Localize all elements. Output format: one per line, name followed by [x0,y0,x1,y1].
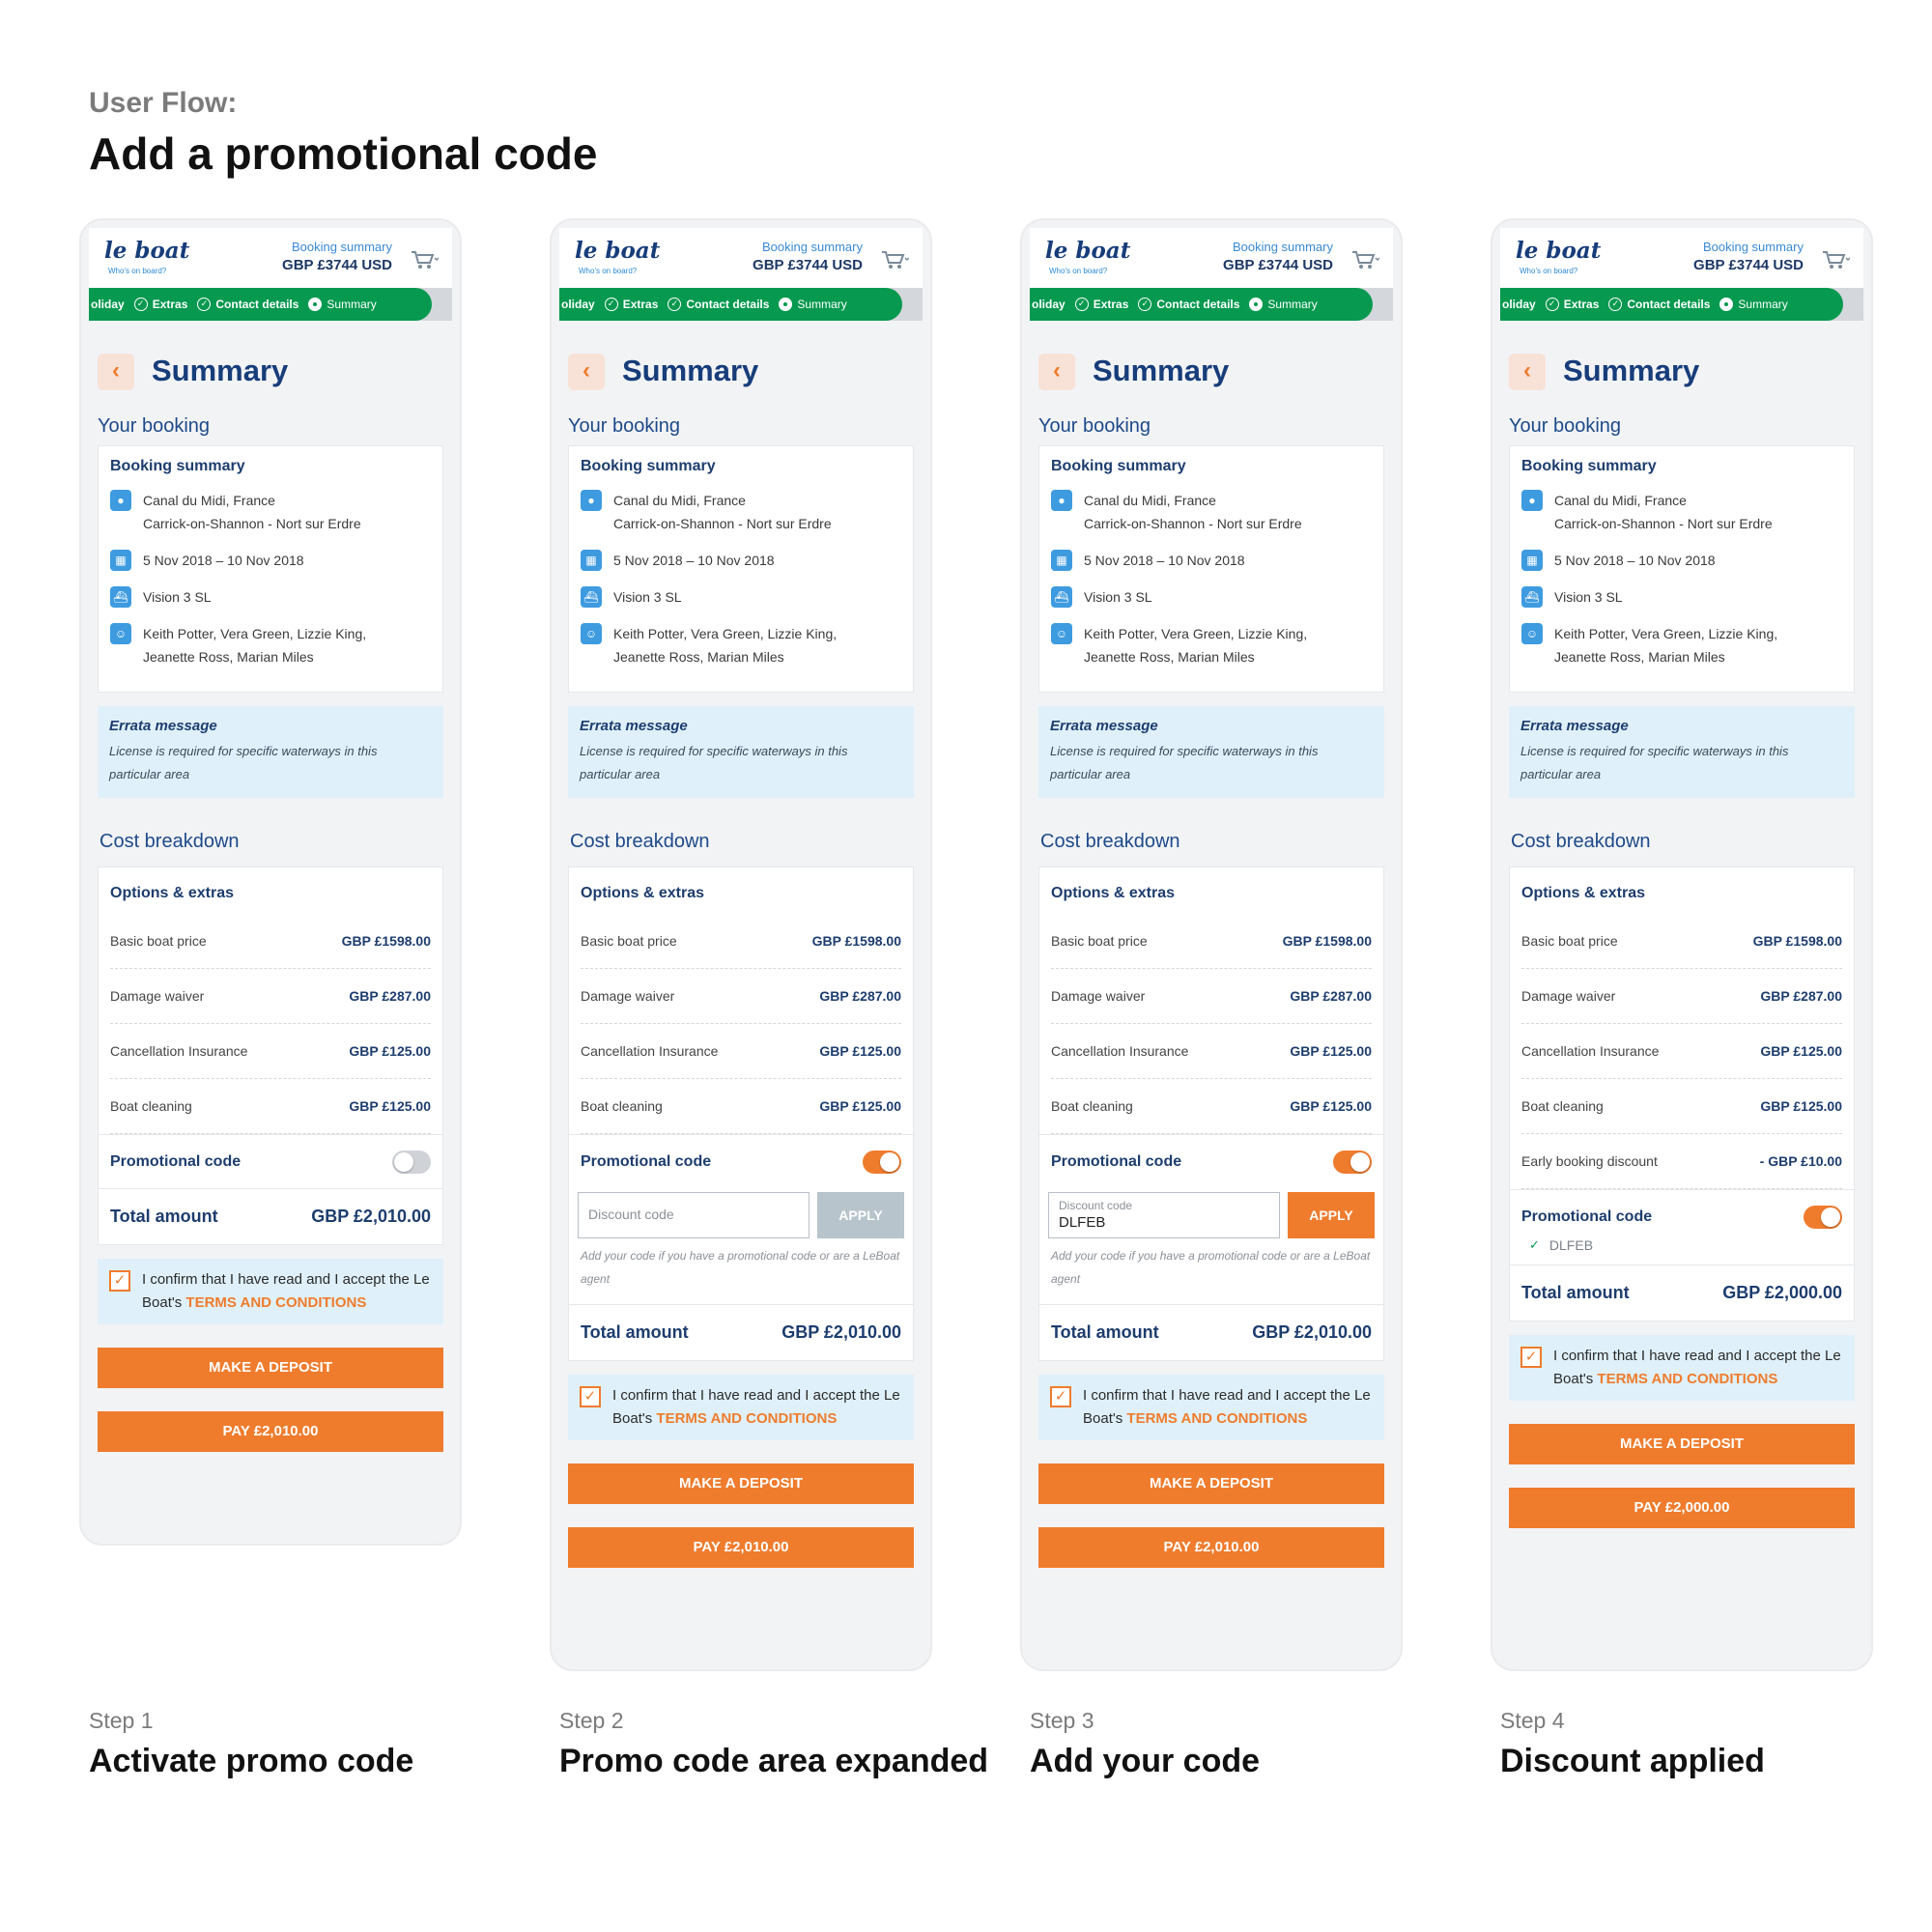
booking-summary-price[interactable]: GBP £3744 USD [282,257,392,273]
terms-link[interactable]: TERMS AND CONDITIONS [1126,1410,1308,1427]
app-header [1500,228,1863,288]
page-title: Summary [1563,354,1700,387]
promo-label: Promotional code [110,1152,242,1170]
errata-body: License is required for specific waterways in this particular area [1050,744,1319,781]
current-dot-icon [779,298,792,311]
step-4-title: Discount applied [1500,1743,1765,1779]
flow-title: Add a promotional code [89,128,598,179]
cart-icon[interactable] [410,249,439,270]
errata-message [568,706,914,798]
booking-dates: 5 Nov 2018 – 10 Nov 2018 [1084,553,1245,568]
cost-row: Cancellation Insurance GBP £125.00 [110,1024,431,1079]
location-pin-icon: ● [581,490,602,511]
cost-card [568,867,914,1361]
discount-code-input[interactable]: Discount code [578,1192,810,1238]
progress-step-summary[interactable]: Summary [308,298,376,311]
back-button[interactable]: ‹ [568,354,605,390]
progress-bar [1500,288,1863,321]
guests-line-1: Keith Potter, Vera Green, Lizzie King, [613,626,838,641]
phone-step-4 [1491,218,1873,1671]
progress-step-summary[interactable]: Summary [1719,298,1787,311]
terms-checkbox[interactable]: ✓ [580,1386,601,1407]
route-origin: Canal du Midi, France [143,493,275,508]
booking-dates: 5 Nov 2018 – 10 Nov 2018 [143,553,304,568]
logo[interactable]: le boat [1045,238,1131,264]
pay-button[interactable]: PAY £2,010.00 [1038,1527,1384,1568]
errata-title: Errata message [580,718,688,734]
errata-body: License is required for specific waterways in this particular area [109,744,378,781]
logo-tagline: Who's on board? [1520,267,1578,275]
errata-message [1038,706,1384,798]
errata-message [1509,706,1855,798]
cost-row: Basic boat price GBP £1598.00 [581,914,901,969]
app-header [559,228,923,288]
promo-code-row [569,1134,913,1188]
current-dot-icon [1719,298,1733,311]
calendar-icon: ▦ [581,550,602,571]
total-value: GBP £2,000.00 [1722,1283,1842,1302]
progress-bar [559,288,923,321]
progress-step-contact[interactable]: ✓ Contact details [1138,298,1239,311]
total-value: GBP £2,010.00 [1252,1322,1372,1342]
booking-summary-card [1038,445,1384,693]
promo-code-row [99,1134,442,1188]
guests-line-1: Keith Potter, Vera Green, Lizzie King, [1554,626,1778,641]
progress-step-holiday[interactable]: oliday [91,298,125,311]
location-pin-icon: ● [1051,490,1072,511]
boat-model: Vision 3 SL [1554,589,1623,605]
applied-code [1521,1237,1842,1264]
boat-model: Vision 3 SL [1084,589,1152,605]
promo-label: Promotional code [1521,1208,1653,1225]
progress-step-summary[interactable]: Summary [1249,298,1317,311]
options-title: Options & extras [110,885,235,901]
apply-button[interactable]: APPLY [1288,1192,1375,1238]
promo-toggle[interactable] [1804,1206,1842,1229]
boat-model: Vision 3 SL [143,589,212,605]
total-value: GBP £2,010.00 [311,1207,431,1226]
flow-kicker: User Flow: [89,87,238,119]
current-dot-icon [308,298,322,311]
total-value: GBP £2,010.00 [781,1322,901,1342]
terms-confirm [1038,1375,1384,1440]
route-path: Carrick-on-Shannon - Nort sur Erdre [1084,516,1302,531]
errata-title: Errata message [109,718,217,734]
booking-summary-card [1509,445,1855,693]
cost-row: Boat cleaning GBP £125.00 [110,1079,431,1134]
guests-line-1: Keith Potter, Vera Green, Lizzie King, [1084,626,1308,641]
terms-checkbox[interactable]: ✓ [1050,1386,1071,1407]
boat-icon: ⛴ [1051,586,1072,608]
route-path: Carrick-on-Shannon - Nort sur Erdre [1554,516,1773,531]
check-icon: ✓ [134,298,148,311]
route-origin: Canal du Midi, France [1084,493,1216,508]
promo-label: Promotional code [581,1152,712,1170]
app-header [89,228,452,288]
progress-step-summary[interactable]: Summary [779,298,846,311]
discount-hint: Add your code if you have a promotional code or are a LeBoat agent [1051,1249,1371,1286]
options-title: Options & extras [1521,885,1646,901]
booking-dates: 5 Nov 2018 – 10 Nov 2018 [613,553,775,568]
errata-message [98,706,443,798]
current-dot-icon [1249,298,1263,311]
terms-link[interactable]: TERMS AND CONDITIONS [1597,1371,1778,1387]
discount-code-value: DLFEB [1059,1214,1106,1231]
cost-row: Basic boat price GBP £1598.00 [1521,914,1842,969]
progress-step-extras[interactable]: ✓ Extras [1075,298,1129,311]
step-4-number: Step 4 [1500,1708,1565,1733]
check-icon: ✓ [1608,298,1622,311]
total-row: Total amount GBP £2,010.00 [1039,1304,1383,1360]
booking-summary-card [568,445,914,693]
total-row: Total amount GBP £2,000.00 [1510,1264,1854,1321]
total-row: Total amount GBP £2,010.00 [99,1188,442,1244]
promo-label: Promotional code [1051,1152,1182,1170]
check-icon: ✓ [1546,298,1559,311]
logo-tagline: Who's on board? [1049,267,1108,275]
calendar-icon: ▦ [1051,550,1072,571]
pay-button[interactable]: PAY £2,000.00 [1509,1488,1855,1528]
logo[interactable]: le boat [104,238,190,264]
terms-confirm [98,1259,443,1324]
check-icon: ✓ [1075,298,1089,311]
booking-summary-label[interactable]: Booking summary [291,240,392,254]
confirm-text: I confirm that I have read and I accept the Le Boat's [1083,1387,1371,1427]
guests-line-2: Jeanette Ross, Marian Miles [1084,649,1255,665]
cost-card [1038,867,1384,1361]
cost-row: Cancellation Insurance GBP £125.00 [581,1024,901,1079]
your-booking-heading: Your booking [98,415,211,437]
app-header [1030,228,1393,288]
booking-summary-price[interactable]: GBP £3744 USD [753,257,863,273]
check-icon: ✓ [1138,298,1151,311]
guests-line-1: Keith Potter, Vera Green, Lizzie King, [143,626,367,641]
cart-icon[interactable] [880,249,909,270]
guests-line-2: Jeanette Ross, Marian Miles [143,649,314,665]
cost-row: Damage waiver GBP £287.00 [110,969,431,1024]
terms-confirm [1509,1335,1855,1401]
people-icon: ☺ [1051,623,1072,644]
cart-icon[interactable] [1350,249,1379,270]
booking-summary-label[interactable]: Booking summary [1702,240,1804,254]
cost-row: Boat cleaning GBP £125.00 [1051,1079,1372,1134]
logo-tagline: Who's on board? [108,267,167,275]
page-title: Summary [1093,354,1230,387]
progress-step-extras[interactable]: ✓ Extras [1546,298,1600,311]
progress-step-extras[interactable]: ✓ Extras [134,298,188,311]
progress-step-extras[interactable]: ✓ Extras [605,298,659,311]
discount-hint: Add your code if you have a promotional code or are a LeBoat agent [581,1249,900,1286]
applied-code-value: DLFEB [1548,1237,1594,1253]
discount-code-label: Discount code [1059,1199,1133,1212]
cost-row: Basic boat price GBP £1598.00 [1051,914,1372,969]
promo-code-row [1039,1134,1383,1188]
your-booking-heading: Your booking [568,415,681,437]
cost-row: Damage waiver GBP £287.00 [1521,969,1842,1024]
cost-row: Boat cleaning GBP £125.00 [1521,1079,1842,1134]
terms-checkbox[interactable]: ✓ [1520,1347,1542,1368]
booking-summary-label[interactable]: Booking summary [761,240,863,254]
booking-dates: 5 Nov 2018 – 10 Nov 2018 [1554,553,1716,568]
check-icon: ✓ [197,298,211,311]
route-path: Carrick-on-Shannon - Nort sur Erdre [613,516,832,531]
guests-line-2: Jeanette Ross, Marian Miles [1554,649,1725,665]
errata-body: License is required for specific waterways in this particular area [1520,744,1789,781]
route-origin: Canal du Midi, France [1554,493,1687,508]
cost-row: Damage waiver GBP £287.00 [1051,969,1372,1024]
check-icon: ✓ [668,298,681,311]
apply-button[interactable]: APPLY [817,1192,904,1238]
boat-icon: ⛴ [1521,586,1543,608]
confirm-text: I confirm that I have read and I accept the Le Boat's [142,1271,430,1311]
booking-summary-card [98,445,443,693]
progress-bar [89,288,452,321]
booking-card-title: Booking summary [581,458,716,474]
location-pin-icon: ● [1521,490,1543,511]
route-origin: Canal du Midi, France [613,493,746,508]
logo[interactable]: le boat [1516,238,1602,264]
boat-icon: ⛴ [110,586,131,608]
step-1-number: Step 1 [89,1708,154,1733]
promo-toggle[interactable] [1333,1151,1372,1174]
cost-breakdown-heading: Cost breakdown [1040,831,1180,852]
back-button[interactable]: ‹ [1509,354,1546,390]
calendar-icon: ▦ [1521,550,1543,571]
location-pin-icon: ● [110,490,131,511]
back-button[interactable]: ‹ [98,354,134,390]
pay-button[interactable]: PAY £2,010.00 [568,1527,914,1568]
boat-icon: ⛴ [581,586,602,608]
errata-body: License is required for specific waterways in this particular area [580,744,848,781]
phone-step-3 [1020,218,1403,1671]
make-deposit-button[interactable]: MAKE A DEPOSIT [1038,1463,1384,1504]
people-icon: ☺ [1521,623,1543,644]
progress-step-contact[interactable]: ✓ Contact details [1608,298,1710,311]
promo-code-row [1510,1189,1854,1243]
step-3-number: Step 3 [1030,1708,1094,1733]
check-icon: ✓ [1529,1237,1540,1252]
progress-step-holiday[interactable]: oliday [1032,298,1065,311]
promo-toggle[interactable] [863,1151,901,1174]
progress-bar [1030,288,1393,321]
booking-summary-price[interactable]: GBP £3744 USD [1693,257,1804,273]
total-row: Total amount GBP £2,010.00 [569,1304,913,1360]
cost-row: Damage waiver GBP £287.00 [581,969,901,1024]
people-icon: ☺ [110,623,131,644]
boat-model: Vision 3 SL [613,589,682,605]
cost-row: Boat cleaning GBP £125.00 [581,1079,901,1134]
progress-step-holiday[interactable]: oliday [561,298,595,311]
check-icon: ✓ [605,298,618,311]
step-2-title: Promo code area expanded [559,1743,989,1779]
cost-row: Cancellation Insurance GBP £125.00 [1521,1024,1842,1079]
page-title: Summary [152,354,289,387]
terms-link[interactable]: TERMS AND CONDITIONS [656,1410,838,1427]
route-path: Carrick-on-Shannon - Nort sur Erdre [143,516,361,531]
booking-summary-label[interactable]: Booking summary [1232,240,1333,254]
phone-step-2 [550,218,932,1671]
booking-card-title: Booking summary [1051,458,1186,474]
errata-title: Errata message [1050,718,1158,734]
early-discount-row: Early booking discount - GBP £10.00 [1521,1134,1842,1189]
calendar-icon: ▦ [110,550,131,571]
cost-row: Basic boat price GBP £1598.00 [110,914,431,969]
discount-code-input[interactable] [1048,1192,1280,1238]
logo-tagline: Who's on board? [579,267,638,275]
cost-card [1509,867,1855,1321]
cart-icon[interactable] [1821,249,1850,270]
progress-step-holiday[interactable]: oliday [1502,298,1536,311]
people-icon: ☺ [581,623,602,644]
make-deposit-button[interactable]: MAKE A DEPOSIT [98,1348,443,1388]
promo-toggle[interactable] [392,1151,431,1174]
cost-card [98,867,443,1245]
cost-breakdown-heading: Cost breakdown [570,831,710,852]
confirm-text: I confirm that I have read and I accept the Le Boat's [612,1387,900,1427]
phone-step-1 [79,218,462,1546]
step-2-number: Step 2 [559,1708,624,1733]
pay-button[interactable]: PAY £2,010.00 [98,1411,443,1452]
terms-checkbox[interactable]: ✓ [109,1270,130,1292]
step-1-title: Activate promo code [89,1743,414,1779]
errata-title: Errata message [1520,718,1629,734]
logo[interactable]: le boat [575,238,661,264]
progress-step-contact[interactable]: ✓ Contact details [197,298,298,311]
your-booking-heading: Your booking [1509,415,1622,437]
terms-confirm [568,1375,914,1440]
confirm-text: I confirm that I have read and I accept the Le Boat's [1553,1348,1841,1387]
cost-breakdown-heading: Cost breakdown [99,831,240,852]
step-3-title: Add your code [1030,1743,1261,1779]
page-title: Summary [622,354,759,387]
cost-row: Cancellation Insurance GBP £125.00 [1051,1024,1372,1079]
make-deposit-button[interactable]: MAKE A DEPOSIT [1509,1424,1855,1464]
booking-card-title: Booking summary [1521,458,1657,474]
guests-line-2: Jeanette Ross, Marian Miles [613,649,784,665]
your-booking-heading: Your booking [1038,415,1151,437]
make-deposit-button[interactable]: MAKE A DEPOSIT [568,1463,914,1504]
booking-card-title: Booking summary [110,458,245,474]
progress-step-contact[interactable]: ✓ Contact details [668,298,769,311]
back-button[interactable]: ‹ [1038,354,1075,390]
terms-link[interactable]: TERMS AND CONDITIONS [185,1294,367,1311]
booking-summary-price[interactable]: GBP £3744 USD [1223,257,1333,273]
options-title: Options & extras [1051,885,1176,901]
cost-breakdown-heading: Cost breakdown [1511,831,1651,852]
options-title: Options & extras [581,885,705,901]
